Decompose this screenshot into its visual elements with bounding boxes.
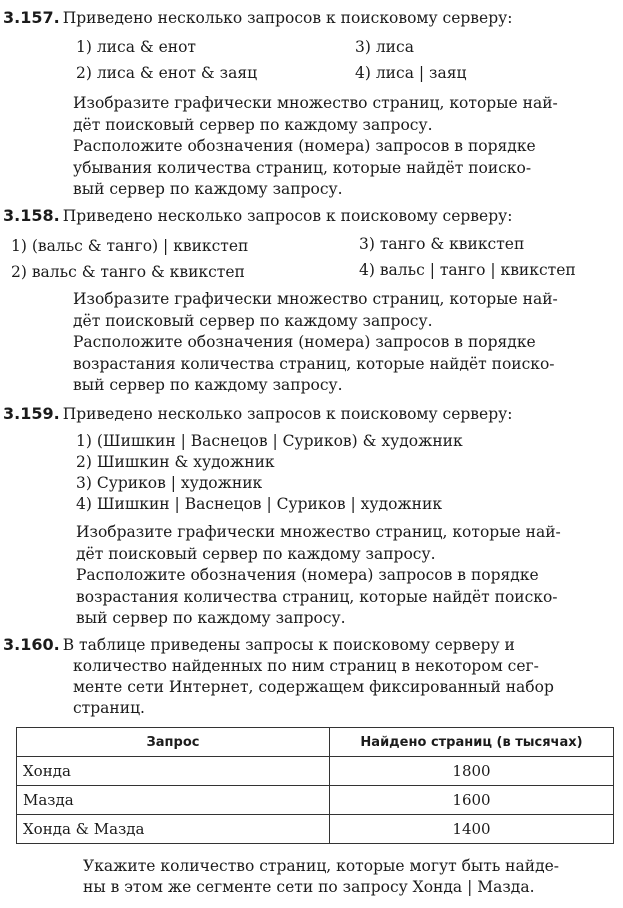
instruction-line: дёт поисковый сервер по каждому запросу.: [76, 544, 436, 563]
task-instructions: [73, 93, 558, 201]
task-instructions: [76, 522, 561, 630]
count-cell: 1400: [330, 815, 614, 844]
instruction-line: вый сервер по каждому запросу.: [73, 180, 343, 198]
query-3: 3) Суриков | художник: [76, 474, 263, 492]
instruction-line: Изобразите графически множество страниц, которые най-: [73, 94, 558, 112]
query-1: 1) (Шишкин | Васнецов | Суриков) & художник: [76, 432, 463, 450]
query-2: 2) лиса & енот & заяц: [76, 64, 258, 82]
instruction-line: возрастания количества страниц, которые найдёт поиско-: [76, 587, 558, 606]
column-header-count: Найдено страниц (в тысячах): [330, 728, 614, 757]
column-header-query: Запрос: [17, 728, 330, 757]
task-number: 3.159.: [3, 404, 60, 423]
query-cell: Хонда & Мазда: [17, 815, 330, 844]
instruction-line: вый сервер по каждому запросу.: [73, 376, 343, 394]
query-cell: Хонда: [17, 757, 330, 786]
table-row: [17, 815, 614, 844]
task-heading-line: количество найденных по ним страниц в некотором сег-: [73, 657, 539, 675]
task-heading: [3, 7, 512, 29]
table-row: [17, 786, 614, 815]
task-number: 3.160.: [3, 635, 60, 654]
task-heading-text: Приведено несколько запросов к поисковому серверу:: [62, 9, 513, 27]
instruction-line: Расположите обозначения (номера) запросов в порядке: [76, 566, 539, 584]
query-4: 4) Шишкин | Васнецов | Суриков | художник: [76, 495, 443, 513]
instruction-line: вый сервер по каждому запросу.: [76, 609, 346, 627]
task-instructions: [73, 289, 558, 397]
instruction-line: Изобразите графически множество страниц, которые най-: [73, 290, 558, 308]
count-cell: 1600: [330, 786, 614, 815]
query-cell: Мазда: [17, 786, 330, 815]
count-cell: 1800: [330, 757, 614, 786]
query-2: 2) Шишкин & художник: [76, 453, 275, 471]
instruction-line: Расположите обозначения (номера) запросов в порядке: [73, 137, 536, 155]
instruction-line: Изобразите графически множество страниц, которые най-: [76, 523, 561, 541]
instruction-line: дёт поисковый сервер по каждому запросу.: [73, 115, 433, 134]
task-heading: [3, 205, 512, 227]
table-header-row: [17, 728, 614, 757]
instruction-line: Расположите обозначения (номера) запросов в порядке: [73, 333, 536, 351]
task-heading-text: Приведено несколько запросов к поисковому серверу:: [62, 207, 513, 225]
task-heading-line: страниц.: [73, 699, 145, 717]
task-heading-text: Приведено несколько запросов к поисковому серверу:: [62, 405, 513, 423]
footer-line: ны в этом же сегменте сети по запросу Хонда | Мазда.: [83, 878, 535, 896]
query-3: 3) танго & квикстеп: [359, 235, 525, 253]
task-heading: [3, 403, 512, 425]
query-1: 1) (вальс & танго) | квикстеп: [11, 237, 249, 255]
task-heading: [3, 634, 515, 656]
table-row: [17, 757, 614, 786]
task-heading-line: менте сети Интернет, содержащем фиксированный набор: [73, 678, 554, 696]
task-number: 3.158.: [3, 206, 60, 225]
query-2: 2) вальс & танго & квикстеп: [11, 263, 245, 281]
task-number: 3.157.: [3, 8, 60, 27]
task-heading-text: В таблице приведены запросы к поисковому серверу и: [62, 636, 515, 654]
instruction-line: убывания количества страниц, которые найдёт поиско-: [73, 158, 532, 177]
query-4: 4) вальс | танго | квикстеп: [359, 261, 576, 279]
instruction-line: дёт поисковый сервер по каждому запросу.: [73, 311, 433, 330]
results-table: [16, 727, 614, 844]
query-1: 1) лиса & енот: [76, 38, 196, 56]
footer-line: Укажите количество страниц, которые могут быть найде-: [83, 857, 560, 875]
query-3: 3) лиса: [355, 38, 414, 56]
instruction-line: возрастания количества страниц, которые найдёт поиско-: [73, 354, 555, 373]
query-4: 4) лиса | заяц: [355, 64, 467, 82]
